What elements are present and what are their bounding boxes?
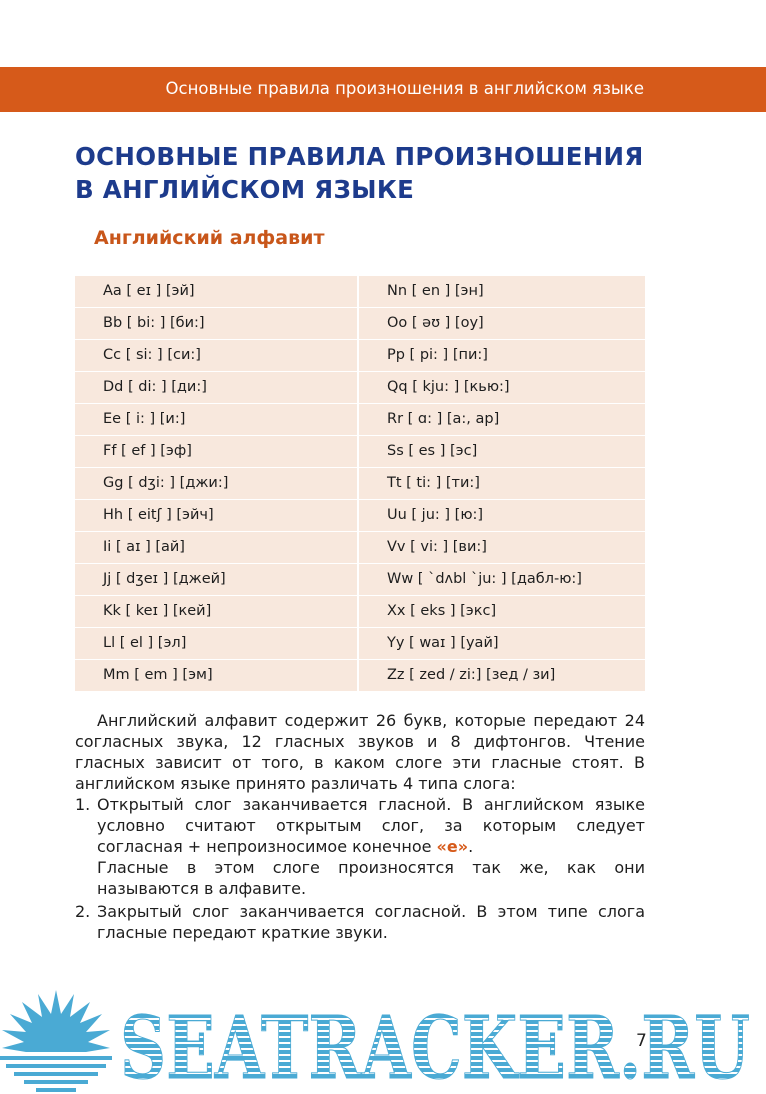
table-cell: Kk [ keɪ ] [кей] <box>75 596 359 628</box>
table-row <box>75 308 645 340</box>
table-row <box>75 660 645 691</box>
table-cell: Uu [ ju: ] [ю:] <box>359 500 645 532</box>
list-item-closed-syllable <box>75 901 645 943</box>
table-cell: Zz [ zed / zi:] [зед / зи] <box>387 667 556 683</box>
header-band-text: Основные правила произношения в английском языке <box>165 79 644 98</box>
open-syllable-note: Гласные в этом слоге произносятся так же, как они называются в алфавите. <box>97 858 645 898</box>
table-row <box>75 404 645 436</box>
header-band <box>0 67 766 112</box>
table-row <box>75 500 645 532</box>
page-title-line2: В АНГЛИЙСКОМ ЯЗЫКЕ <box>75 175 415 204</box>
table-row <box>75 436 645 468</box>
list-item-text-main: Открытый слог заканчивается гласной. В английском языке условно считают открытым слог, за которым следует согласная + непроизносимое конечное <box>97 795 645 856</box>
list-item-open-syllable <box>75 794 645 857</box>
intro-paragraph: Английский алфавит содержит 26 букв, которые передают 24 согласных звука, 12 гласных звуков и 8 дифтонгов. Чтение гласных зависит от того, в каком слоге эти гласные стоят. В английском языке принято различать 4 типа слога: <box>75 711 645 793</box>
watermark-logo <box>0 990 766 1094</box>
table-cell: Xx [ eks ] [экс] <box>359 596 645 628</box>
list-number: 1. <box>75 795 91 814</box>
table-cell: Nn [ en ] [эн] <box>359 276 645 308</box>
table-cell: Rr [ ɑ: ] [а:, ар] <box>359 404 645 436</box>
alphabet-table <box>75 276 645 691</box>
table-row <box>75 532 645 564</box>
body-text <box>75 710 645 943</box>
table-cell: Hh [ eitʃ ] [эйч] <box>75 500 359 532</box>
table-cell: Bb [ bi: ] [би:] <box>75 308 359 340</box>
table-row <box>75 564 645 596</box>
list-item-text-tail: . <box>468 837 474 856</box>
table-cell: Cc [ si: ] [си:] <box>75 340 359 372</box>
table-cell: Ww [ `dʌbl `ju: ] [дабл-ю:] <box>359 564 645 596</box>
table-row <box>75 372 645 404</box>
table-row <box>75 276 645 308</box>
table-cell: Ff [ ef ] [эф] <box>75 436 359 468</box>
table-row <box>75 596 645 628</box>
list-number: 2. <box>75 902 91 921</box>
accent-letter-e: «е» <box>436 837 469 856</box>
table-row <box>75 468 645 500</box>
table-cell: Gg [ dʒi: ] [джи:] <box>75 468 359 500</box>
list-item-text: Закрытый слог заканчивается согласной. В этом типе слога гласные передают краткие звуки. <box>97 902 645 942</box>
table-cell: Ll [ el ] [эл] <box>75 628 359 660</box>
table-cell: Tt [ ti: ] [ти:] <box>359 468 645 500</box>
table-cell: Qq [ kju: ] [кью:] <box>359 372 645 404</box>
table-cell: Yy [ waɪ ] [уай] <box>359 628 645 660</box>
table-cell: Ss [ es ] [эс] <box>359 436 645 468</box>
table-cell: Vv [ vi: ] [ви:] <box>359 532 645 564</box>
list-item-text <box>97 794 645 857</box>
page-title <box>75 140 644 206</box>
table-cell: Mm [ em ] [эм] <box>75 660 359 691</box>
table-cell: Jj [ dʒeɪ ] [джей] <box>75 564 359 596</box>
table-cell: Aa [ eɪ ] [эй] <box>75 276 359 308</box>
sun-icon <box>0 990 112 1092</box>
table-cell: Pp [ pi: ] [пи:] <box>359 340 645 372</box>
table-cell: Dd [ di: ] [ди:] <box>75 372 359 404</box>
table-cell: Ii [ aɪ ] [ай] <box>75 532 359 564</box>
table-row <box>75 628 645 660</box>
page-title-line1: ОСНОВНЫЕ ПРАВИЛА ПРОИЗНОШЕНИЯ <box>75 142 644 171</box>
table-cell: Ee [ i: ] [и:] <box>75 404 359 436</box>
table-row <box>75 340 645 372</box>
table-cell: Oo [ əʊ ] [оу] <box>359 308 645 340</box>
section-subtitle: Английский алфавит <box>94 227 325 249</box>
watermark-text: SEATRACKER.RU <box>120 998 750 1094</box>
page-number: 7 <box>636 1031 647 1051</box>
